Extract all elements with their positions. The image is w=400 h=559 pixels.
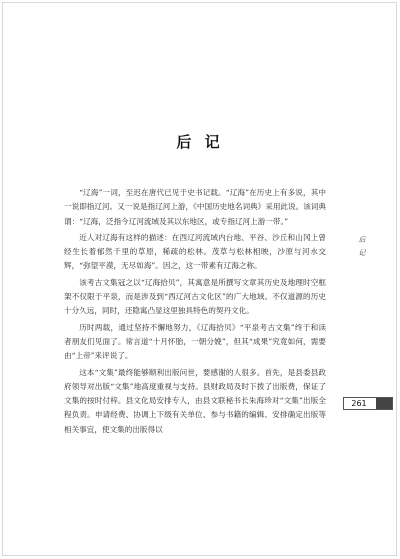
- paragraph-5: 这本“文集”最终能够顺利出版问世，要感谢的人很多。首先，是县委县政府领导对出版“文集”地高度重视与支持。县财政局及时下拨了出版费，保证了文集的按时付梓。县文化局安排专人，由县文联秘书长朱海珍对“文集”出版全程负责。申请经费、协调上下级有关单位、参与书籍的编辑、安排确定出版等相关事宜，使文集的出版得以: [64, 367, 326, 434]
- body-text: [64, 186, 326, 437]
- paragraph-1: “辽海”一词，至迟在唐代已见于史书记载。“辽海”在历史上有多说，其中一说即指辽河。又一说是指辽河上游，《中国历史地名词典》采用此说。该词典谓：“辽海，泛指今辽河流域及其以东地区，或专指辽河上游一带。”: [64, 188, 326, 226]
- page-number: 261: [351, 399, 367, 408]
- page-number-bar: [376, 398, 392, 409]
- running-head: 后记: [358, 236, 366, 262]
- paragraph-4: 历时两载，通过坚持不懈地努力，《辽海拾贝》“平泉考古文集”终于和读者朋友们见面了。常言道“十月怀胎，一朝分娩”，但其“成果”究竟如何，需要由“上帝”来评说了。: [64, 322, 326, 361]
- page-title: 后 记: [176, 133, 224, 151]
- page-number-box: [343, 397, 393, 410]
- paragraph-3: 该考古文集冠之以“辽海拾贝”，其寓意是所撰写文章其历史及地理时空框架不仅限于平泉，而是涉及到“西辽河古文化区”的广大地域。不仅道源的历史十分久远，同时，还隐寓凸显这里独具特色的契丹文化。: [64, 277, 326, 316]
- paragraph-2: 近人对辽海有这样的描述：在西辽河流域内台地、平谷、沙丘和山冈上曾经生长着郁然千里的草原，稀疏的松林。茂草与松林相映，沙原与河水交辉，“弥望平漠，无尽如海”。因之，这一带素有辽海之称。: [64, 232, 326, 271]
